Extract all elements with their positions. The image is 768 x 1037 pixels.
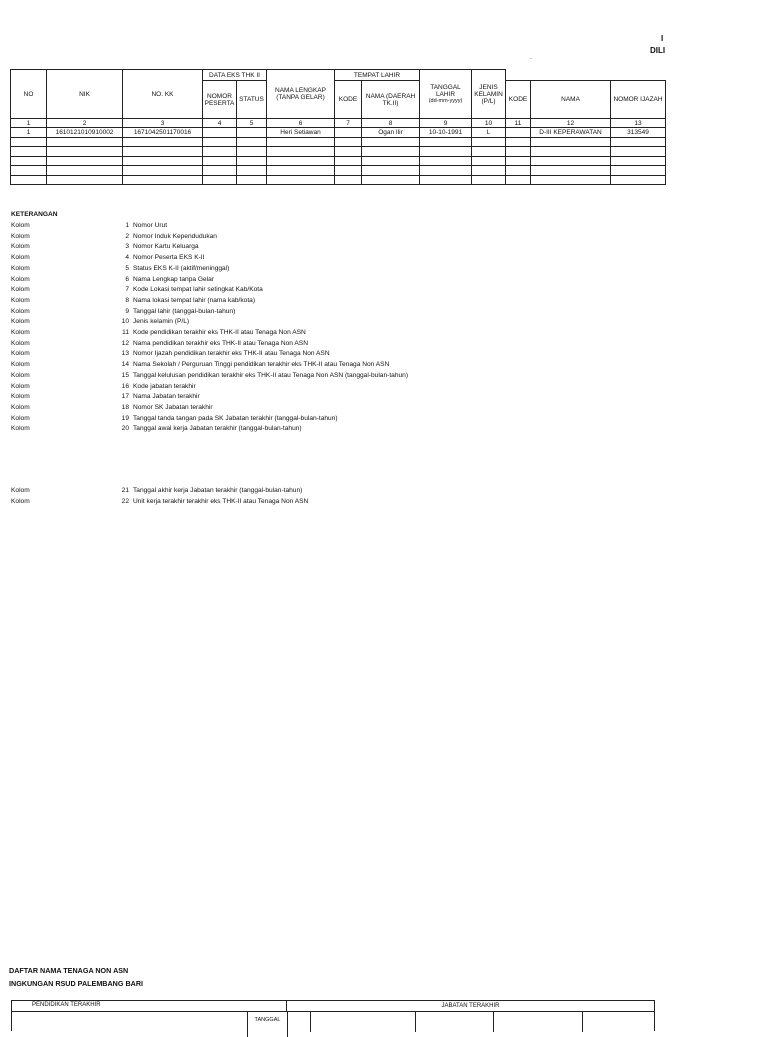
keterangan-desc: Nama pendidikan terakhir eks THK-II atau Tenaga Non ASN <box>133 339 308 347</box>
keterangan-kolom: Kolom <box>11 425 30 433</box>
keterangan-item <box>11 243 491 253</box>
table-cell <box>420 137 472 147</box>
header-dot: . <box>530 54 532 61</box>
table-cell <box>362 147 420 157</box>
table-cell <box>335 128 362 138</box>
table-cell: Heri Setiawan <box>267 128 335 138</box>
keterangan-desc: Nomor Ijazah pendidikan terakhir eks THK-II atau Tenaga Non ASN <box>133 350 330 358</box>
table-cell: 1610121010910002 <box>47 128 123 138</box>
keterangan-desc: Nomor Urut <box>133 222 168 229</box>
header-tempat-lahir: TEMPAT LAHIR <box>335 70 420 81</box>
index-cell: 8 <box>362 119 420 128</box>
bottom-divider <box>415 1012 416 1032</box>
pendidikan-terakhir-label: PENDIDIKAN TERAKHIR <box>32 1002 101 1008</box>
bottom-header-jabatan: JABATAN TERAKHIR <box>287 1001 654 1012</box>
keterangan-desc: Nomor Peserta EKS K-II <box>133 254 205 262</box>
keterangan-item <box>11 254 491 264</box>
table-cell <box>531 166 611 176</box>
bottom-subtitle: INGKUNGAN RSUD PALEMBANG BARI <box>9 979 144 988</box>
keterangan-number: 4 <box>125 254 129 262</box>
table-cell <box>362 156 420 166</box>
header-pendidikan-group <box>506 70 666 81</box>
table-cell <box>420 175 472 185</box>
table-cell: 1671042501170016 <box>123 128 203 138</box>
table-cell <box>335 156 362 166</box>
table-cell <box>611 156 666 166</box>
table-cell: Ogan Ilir <box>362 128 420 138</box>
tanggal-lahir-label: TANGGAL LAHIR <box>430 83 461 98</box>
keterangan-desc: Nomor Kartu Keluarga <box>133 243 199 251</box>
keterangan-kolom: Kolom <box>11 393 30 401</box>
keterangan-number: 7 <box>125 286 129 294</box>
bottom-divider <box>310 1012 311 1032</box>
keterangan-number: 22 <box>121 498 129 505</box>
table-cell <box>472 175 506 185</box>
table-cell <box>123 175 203 185</box>
header-nik: NIK <box>47 70 123 119</box>
table-cell <box>611 175 666 185</box>
keterangan-kolom: Kolom <box>11 339 30 347</box>
table-cell <box>472 166 506 176</box>
table-cell <box>237 156 267 166</box>
keterangan-number: 9 <box>125 307 129 315</box>
table-cell: 313549 <box>611 128 666 138</box>
keterangan-desc: Kode Lokasi tempat lahir setingkat Kab/Kota <box>133 286 263 294</box>
keterangan-number: 16 <box>121 382 129 390</box>
header-tanggal-lahir <box>420 70 472 119</box>
index-cell: 4 <box>203 119 237 128</box>
table-cell <box>531 137 611 147</box>
keterangan-desc: Tanggal kelulusan pendidikan terakhir eks THK-II atau Tenaga Non ASN (tanggal-bulan-tahun) <box>133 371 409 379</box>
keterangan-kolom: Kolom <box>11 487 30 494</box>
header-nama-lengkap: NAMA LENGKAP (TANPA GELAR) <box>267 70 335 119</box>
table-cell <box>531 175 611 185</box>
table-cell <box>237 166 267 176</box>
keterangan-item <box>11 361 491 371</box>
keterangan-number: 2 <box>125 232 129 240</box>
table-cell <box>420 147 472 157</box>
index-cell: 7 <box>335 119 362 128</box>
table-cell <box>506 147 531 157</box>
table-row <box>11 137 666 147</box>
keterangan-desc: Tanggal tanda tangan pada SK Jabatan terakhir (tanggal-bulan-tahun) <box>133 414 338 422</box>
index-cell: 13 <box>611 119 666 128</box>
keterangan-number: 3 <box>125 243 129 251</box>
keterangan-item <box>11 222 491 232</box>
table-cell <box>47 175 123 185</box>
header-nama-pendidikan: NAMA <box>531 81 611 119</box>
table-cell <box>237 175 267 185</box>
keterangan-kolom: Kolom <box>11 286 30 294</box>
table-cell <box>506 175 531 185</box>
keterangan-item <box>11 233 491 243</box>
header-title-fragment: I <box>661 34 664 43</box>
keterangan-item <box>11 276 491 286</box>
table-cell <box>506 166 531 176</box>
keterangan-number: 14 <box>121 361 129 369</box>
keterangan-kolom: Kolom <box>11 414 30 422</box>
keterangan-desc: Tanggal awal kerja Jabatan terakhir (tanggal-bulan-tahun) <box>133 425 302 433</box>
data-table <box>10 69 666 185</box>
keterangan-desc: Status EKS K-II (aktif/meninggal) <box>133 264 230 272</box>
keterangan-kolom: Kolom <box>11 382 30 390</box>
keterangan-desc: Nomor Induk Kependudukan <box>133 232 217 240</box>
keterangan-kolom: Kolom <box>11 243 30 251</box>
keterangan-number: 11 <box>122 329 129 336</box>
table-cell <box>47 137 123 147</box>
bottom-header-pendidikan <box>12 1001 287 1012</box>
table-cell <box>267 147 335 157</box>
keterangan-desc: Nama Lengkap tanpa Gelar <box>133 275 215 283</box>
keterangan-desc: Nama Jabatan terakhir <box>133 393 200 401</box>
table-cell <box>335 166 362 176</box>
index-cell: 2 <box>47 119 123 128</box>
table-cell <box>11 166 47 176</box>
table-cell <box>335 137 362 147</box>
keterangan-kolom: Kolom <box>11 361 30 369</box>
keterangan-number: 10 <box>121 318 129 326</box>
table-cell <box>362 137 420 147</box>
index-cell: 12 <box>531 119 611 128</box>
keterangan-item <box>11 487 491 497</box>
table-cell <box>203 147 237 157</box>
keterangan-desc: Nama Sekolah / Perguruan Tinggi pendidikan terakhir eks THK-II atau Tenaga Non ASN <box>133 361 390 369</box>
table-cell <box>506 156 531 166</box>
table-row <box>11 175 666 185</box>
keterangan-item <box>11 265 491 275</box>
table-cell <box>123 137 203 147</box>
keterangan-item <box>11 498 491 508</box>
keterangan-number: 20 <box>121 425 129 433</box>
keterangan-item <box>11 393 491 403</box>
table-cell: L <box>472 128 506 138</box>
table-cell <box>11 137 47 147</box>
keterangan-item <box>11 297 491 307</box>
keterangan-kolom: Kolom <box>11 371 30 379</box>
table-cell <box>203 137 237 147</box>
table-cell <box>237 137 267 147</box>
keterangan-kolom: Kolom <box>11 498 30 505</box>
keterangan-title: KETERANGAN <box>11 211 58 218</box>
table-row <box>11 128 666 138</box>
keterangan-item <box>11 415 491 425</box>
table-cell <box>237 128 267 138</box>
keterangan-kolom: Kolom <box>11 275 30 283</box>
index-cell: 1 <box>11 119 47 128</box>
table-cell <box>362 175 420 185</box>
header-data-eks: DATA EKS THK II <box>203 70 267 81</box>
bottom-title: DAFTAR NAMA TENAGA NON ASN <box>9 966 129 975</box>
table-cell <box>11 156 47 166</box>
table-cell <box>267 156 335 166</box>
keterangan-number: 18 <box>121 403 129 411</box>
table-cell <box>123 147 203 157</box>
index-cell: 9 <box>420 119 472 128</box>
table-cell <box>420 166 472 176</box>
index-cell: 3 <box>123 119 203 128</box>
table-cell <box>531 156 611 166</box>
header-status: STATUS <box>237 81 267 119</box>
keterangan-desc: Kode jabatan terakhir <box>133 382 196 390</box>
table-cell <box>420 156 472 166</box>
table-cell <box>472 137 506 147</box>
bottom-divider <box>493 1012 494 1032</box>
table-cell <box>203 166 237 176</box>
keterangan-item <box>11 350 491 360</box>
index-cell: 5 <box>237 119 267 128</box>
keterangan-desc: Kode pendidikan terakhir eks THK-II atau Tenaga Non ASN <box>133 329 306 336</box>
header-kode-pendidikan: KODE <box>506 81 531 119</box>
table-row <box>11 156 666 166</box>
table-cell <box>506 137 531 147</box>
header-no-kk: NO. KK <box>123 70 203 119</box>
index-cell: 6 <box>267 119 335 128</box>
table-cell <box>11 175 47 185</box>
table-cell <box>611 147 666 157</box>
table-cell <box>472 147 506 157</box>
keterangan-kolom: Kolom <box>11 232 30 240</box>
keterangan-number: 15 <box>121 371 129 379</box>
table-cell <box>47 156 123 166</box>
keterangan-number: 19 <box>121 414 129 422</box>
keterangan-kolom: Kolom <box>11 329 30 336</box>
header-subtitle-fragment: DILI <box>650 46 666 55</box>
header-nomor-peserta: NOMOR PESERTA <box>203 81 237 119</box>
keterangan-number: 13 <box>121 350 129 358</box>
table-cell <box>472 156 506 166</box>
keterangan-desc: Nama lokasi tempat lahir (nama kab/kota) <box>133 296 256 304</box>
keterangan-item <box>11 383 491 393</box>
keterangan-kolom: Kolom <box>11 222 30 229</box>
index-cell: 11 <box>506 119 531 128</box>
header-nomor-ijazah: NOMOR IJAZAH <box>611 81 666 119</box>
keterangan-number: 17 <box>121 393 129 401</box>
bottom-divider <box>582 1012 583 1032</box>
keterangan-desc: Jenis kelamin (P/L) <box>133 318 190 326</box>
keterangan-number: 21 <box>121 487 129 494</box>
keterangan-kolom: Kolom <box>11 350 30 358</box>
keterangan-item <box>11 286 491 296</box>
keterangan-item <box>11 340 491 350</box>
tanggal-lahir-format: (dd-mm-yyyy) <box>428 97 463 104</box>
keterangan-item <box>11 425 491 435</box>
keterangan-item <box>11 404 491 414</box>
keterangan-kolom: Kolom <box>11 318 30 326</box>
keterangan-kolom: Kolom <box>11 254 30 262</box>
keterangan-item <box>11 329 491 339</box>
keterangan-number: 6 <box>125 275 129 283</box>
table-cell <box>506 128 531 138</box>
keterangan-item <box>11 318 491 328</box>
keterangan-kolom: Kolom <box>11 307 30 315</box>
table-cell <box>203 128 237 138</box>
bottom-header-tanggal: TANGGAL <box>247 1012 288 1037</box>
table-cell <box>611 166 666 176</box>
keterangan-item <box>11 372 491 382</box>
table-cell <box>362 166 420 176</box>
header-no: NO <box>11 70 47 119</box>
header-jenis-kelamin: JENIS KELAMIN (P/L) <box>472 70 506 119</box>
table-cell: 1 <box>11 128 47 138</box>
table-cell <box>47 166 123 176</box>
table-cell <box>611 137 666 147</box>
table-cell <box>237 147 267 157</box>
keterangan-number: 5 <box>125 264 129 272</box>
keterangan-kolom: Kolom <box>11 403 30 411</box>
keterangan-number: 1 <box>125 222 129 229</box>
keterangan-item <box>11 308 491 318</box>
table-cell <box>47 147 123 157</box>
bottom-table <box>11 1000 655 1031</box>
keterangan-desc: Nomor SK Jabatan terakhir <box>133 403 213 411</box>
keterangan-number: 8 <box>125 296 129 304</box>
table-cell <box>123 166 203 176</box>
table-row <box>11 166 666 176</box>
table-cell <box>267 175 335 185</box>
keterangan-number: 12 <box>121 339 129 347</box>
keterangan-desc: Tanggal akhir kerja Jabatan terakhir (tanggal-bulan-tahun) <box>133 487 303 494</box>
keterangan-desc: Unit kerja terakhir terakhir eks THK-II atau Tenaga Non ASN <box>133 498 309 505</box>
table-cell <box>203 156 237 166</box>
keterangan-kolom: Kolom <box>11 296 30 304</box>
keterangan-kolom: Kolom <box>11 264 30 272</box>
table-row <box>11 147 666 157</box>
table-cell <box>203 175 237 185</box>
table-cell <box>11 147 47 157</box>
table-cell <box>335 175 362 185</box>
table-cell <box>335 147 362 157</box>
table-cell <box>123 156 203 166</box>
header-nama-daerah: NAMA (DAERAH TK.II) <box>362 81 420 119</box>
index-row <box>11 119 666 128</box>
index-cell: 10 <box>472 119 506 128</box>
keterangan-desc: Tanggal lahir (tanggal-bulan-tahun) <box>133 307 236 315</box>
table-cell <box>267 166 335 176</box>
table-cell <box>531 147 611 157</box>
header-kode: KODE <box>335 81 362 119</box>
table-cell: 10-10-1991 <box>420 128 472 138</box>
table-cell: D-III KEPERAWATAN <box>531 128 611 138</box>
table-cell <box>267 137 335 147</box>
